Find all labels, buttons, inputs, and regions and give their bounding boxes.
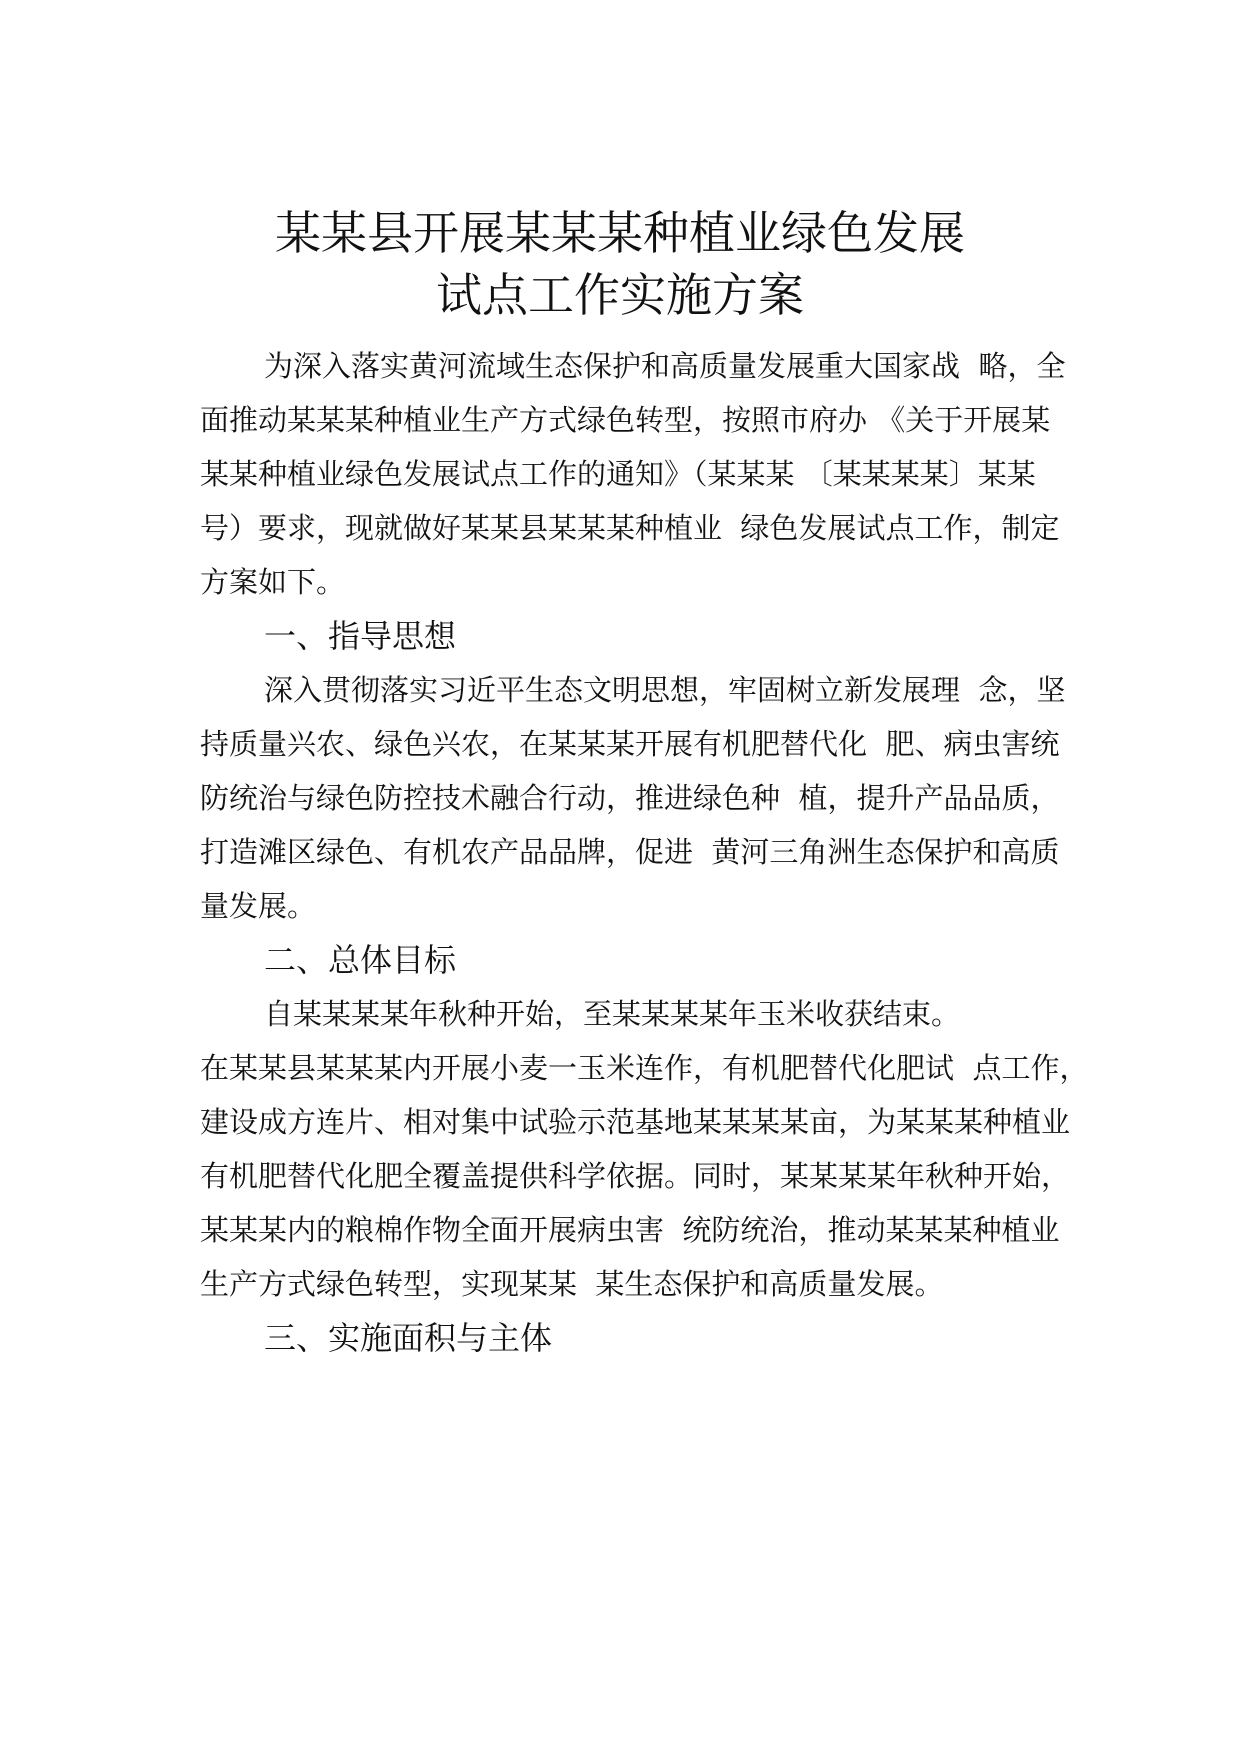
- intro-line: 面推动某某某种植业生产方式绿色转型，按照市府办 《关于开展某: [200, 403, 1051, 437]
- intro-line: 方案如下。: [200, 565, 346, 599]
- section2-line: 有机肥替代化肥全覆盖提供科学依据。同时，某某某某年秋种开始，: [200, 1159, 1071, 1193]
- section2-line: 生产方式绿色转型，实现某某 某生态保护和高质量发展。: [200, 1267, 944, 1301]
- section2-line: 在某某县某某某内开展小麦一玉米连作，有机肥替代化肥试 点工作，: [200, 1051, 1089, 1085]
- section2-line: 建设成方连片、相对集中试验示范基地某某某某亩，为某某某种植业: [200, 1105, 1071, 1139]
- section1-line: 深入贯彻落实习近平生态文明思想，牢固树立新发展理 念，坚: [264, 673, 1066, 707]
- section-heading-overall-goals: 二、总体目标: [264, 941, 457, 979]
- intro-line: 某某种植业绿色发展试点工作的通知》（某某某 〔某某某某〕某某: [200, 457, 1036, 491]
- intro-line: 号）要求，现就做好某某县某某某种植业 绿色发展试点工作，制定: [200, 511, 1060, 545]
- section1-line: 量发展。: [200, 889, 317, 923]
- section-heading-implementation-area: 三、实施面积与主体: [264, 1319, 553, 1357]
- section1-line: 打造滩区绿色、有机农产品品牌，促进 黄河三角洲生态保护和高质: [200, 835, 1060, 869]
- section2-line: 某某某内的粮棉作物全面开展病虫害 统防统治，推动某某某种植业: [200, 1213, 1060, 1247]
- document-title-line-1: 某某县开展某某某种植业绿色发展: [275, 206, 965, 260]
- intro-line: 为深入落实黄河流域生态保护和高质量发展重大国家战 略，全: [264, 349, 1066, 383]
- section1-line: 持质量兴农、绿色兴农，在某某某开展有机肥替代化 肥、病虫害统: [200, 727, 1060, 761]
- document-title-line-2: 试点工作实施方案: [436, 268, 804, 322]
- section-heading-guiding-ideology: 一、指导思想: [264, 617, 457, 655]
- section2-line: 自某某某某年秋种开始，至某某某某年玉米收获结束。: [264, 997, 961, 1031]
- section1-line: 防统治与绿色防控技术融合行动，推进绿色种 植，提升产品品质，: [200, 781, 1060, 815]
